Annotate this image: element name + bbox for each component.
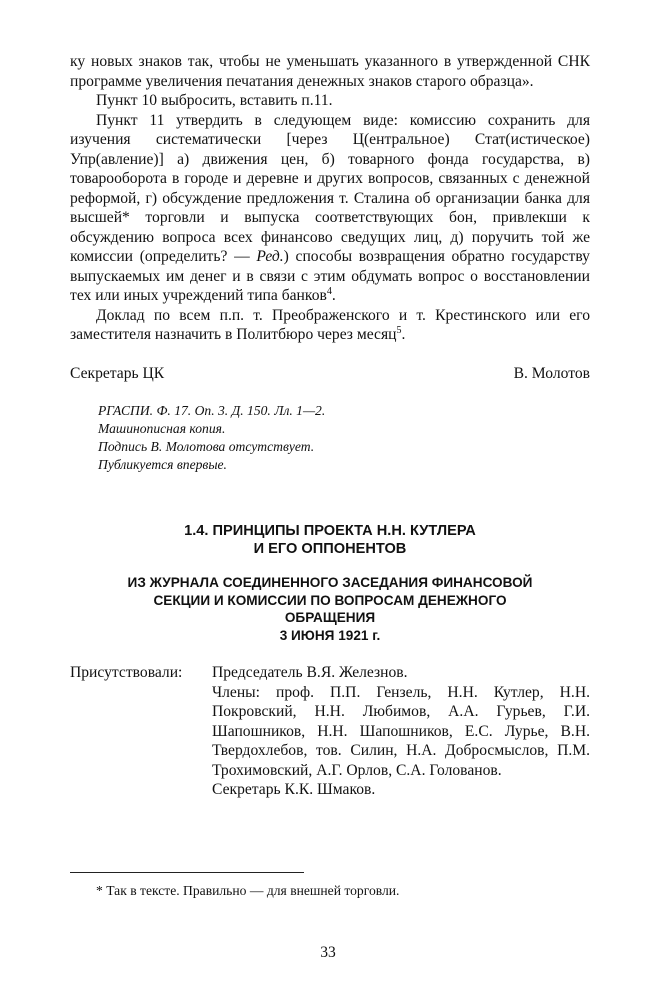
paragraph-continuation: ку новых знаков так, чтобы не уменьшать указанного в утвержденной СНК программе увеличения печатания денежных знаков старого образца». (70, 53, 590, 90)
footnote: * Так в тексте. Правильно — для внешней торговли. (96, 883, 400, 898)
section-heading (70, 522, 590, 558)
signature-title: Секретарь ЦК (70, 364, 165, 382)
attendance-label: Присутствовали: (70, 664, 183, 681)
signature-block (70, 364, 590, 384)
subheading-line: СЕКЦИИ И КОМИССИИ ПО ВОПРОСАМ ДЕНЕЖНОГО (153, 592, 507, 608)
paragraph-report: Доклад по всем п.п. т. Преображенского и т. Крестинского или его заместителя назначить в Политбюро через месяц$^5$. (70, 306, 590, 343)
source-line: РГАСПИ. Ф. 17. Оп. 3. Д. 150. Лл. 1—2. (98, 403, 326, 418)
section-heading-line: И ЕГО ОППОНЕНТОВ (253, 541, 407, 557)
paragraph-point-11: Пункт 11 утвердить в следующем виде: комиссию сохранить для изучения систематически [через Ц(ентральное) Стат(истическое) Упр(авление)] а) движения цен, б) товарного фонда государства, в) товарооборота в городе и деревне и других вопросов, связанных с денежной реформой, г) обсуждение предложения т. Сталина об организации банка для высшей* торговли и выпуска соответствующих бон, привлекши к обсуждению вопроса всех финансово сведущих лиц, д) поручить той же комиссии (определить? — Ред.) способы возвращения обратно государству выпускаемых им денег и в связи с этим обдумать вопрос о восстановлении тех или иных учреждений типа банков$^4$. (70, 111, 590, 304)
source-line: Машинописная копия. (98, 421, 226, 436)
footnote-divider (70, 872, 304, 873)
report-text: Доклад по всем п.п. т. Преображенского и т. Крестинского или его заместителя назначить в Политбюро через месяц (70, 306, 590, 343)
page-number: 33 (320, 944, 336, 961)
source-line: Подпись В. Молотова отсутствует. (98, 439, 315, 454)
attendance-list (70, 663, 590, 800)
note-ref-4: 4 (326, 285, 332, 297)
page-content (70, 52, 590, 800)
signature-name: В. Молотов (513, 364, 590, 382)
editor-abbrev: Ред. (256, 248, 284, 265)
point-11-text: Пункт 11 утвердить в следующем виде: комиссию сохранить для изучения систематически [через Ц(ентральное) Стат(истическое) Упр(авление)] а) движения цен, б) товарного фонда государства, в) товарооборота в городе и деревне и других вопросов, связанных с денежной реформой, г) обсуждение предложения т. Сталина об организации банка для высшей* торговли и выпуска соответствующих бон, привлекши к обсуждению вопроса всех финансово сведущих лиц, д) поручить той же комиссии (определить? — (70, 111, 590, 265)
point-11-tail: ) способы возвращения обратно государству выпускаемых им денег и в связи с этим обдумать вопрос о восстановлении тех или иных учреждений типа банков (70, 248, 590, 304)
attendance-names (212, 663, 590, 800)
source-line: Публикуется впервые. (98, 457, 227, 472)
attendance-secretary: Секретарь К.К. Шмаков. (212, 781, 376, 798)
subheading-line: ИЗ ЖУРНАЛА СОЕДИНЕННОГО ЗАСЕДАНИЯ ФИНАНСОВОЙ (127, 575, 533, 590)
subheading-line: ОБРАЩЕНИЯ (284, 610, 376, 625)
section-heading-line: 1.4. ПРИНЦИПЫ ПРОЕКТА Н.Н. КУТЛЕРА (184, 523, 476, 539)
document-date: 3 ИЮНЯ 1921 г. (279, 627, 381, 643)
archival-source (98, 402, 590, 474)
attendance-chair: Председатель В.Я. Железнов. (212, 664, 408, 681)
document-subheading (70, 574, 590, 644)
note-ref-5: 5 (396, 324, 402, 336)
attendance-members: Члены: проф. П.П. Гензель, Н.Н. Кутлер, Н.Н. Покровский, Н.Н. Любимов, А.А. Гурьев, Г.И. Шапошников, Н.Н. Шапошников, Е.С. Лурье, В.Н. Твердохлебов, тов. Силин, Н.А. Добросмыслов, П.М. Трохимовский, А.Г. Орлов, С.А. Голованов. (212, 683, 590, 779)
paragraph-point-10: Пункт 10 выбросить, вставить п.11. (96, 92, 333, 109)
